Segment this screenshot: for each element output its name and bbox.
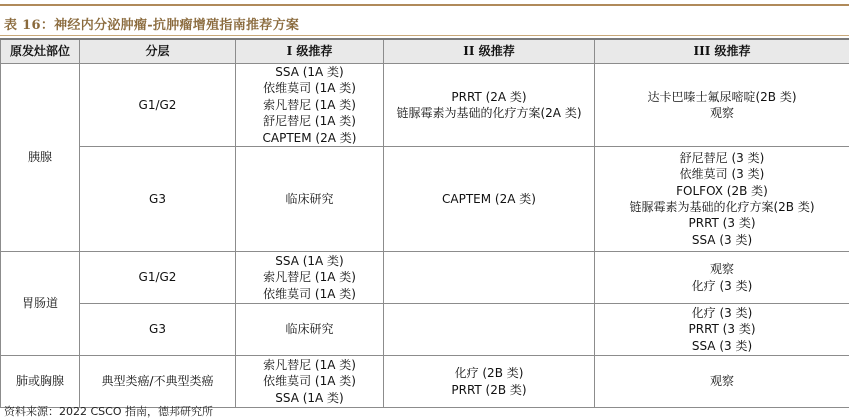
level1-cell (236, 304, 384, 356)
col-header-stratum: 分层 (80, 39, 236, 64)
level2-cell (384, 64, 595, 147)
recommendation-table (0, 38, 849, 408)
site-cell: 胃肠道 (1, 252, 80, 356)
level3-cell (595, 304, 849, 356)
level3-item: SSA (3 类) (691, 232, 753, 247)
site-cell: 肺或胸腺 (1, 356, 80, 408)
level1-item: 依维莫司 (1A 类) (263, 374, 356, 389)
stratum-cell: G1/G2 (80, 252, 236, 304)
stratum-cell: G3 (80, 147, 236, 252)
level3-cell (595, 147, 849, 252)
level1-item: 索凡替尼 (1A 类) (263, 270, 356, 285)
level2-item: CAPTEM (2A 类) (442, 191, 536, 206)
level2-cell (384, 356, 595, 408)
level3-item: 舒尼替尼 (3 类) (679, 150, 765, 165)
level1-item: 依维莫司 (1A 类) (263, 286, 356, 301)
col-header-level1: I 级推荐 (236, 39, 384, 64)
level1-item: 索凡替尼 (1A 类) (263, 357, 356, 372)
level3-cell (595, 64, 849, 147)
level1-cell (236, 147, 384, 252)
level1-item: SSA (1A 类) (275, 390, 344, 405)
level3-item: FOLFOX (2B 类) (676, 183, 768, 198)
level1-item: 临床研究 (285, 322, 334, 337)
level3-item: 观察 (709, 106, 734, 121)
top-rule (0, 4, 849, 6)
table-row (1, 252, 849, 304)
level2-cell (384, 147, 595, 252)
level3-item: 达卡巴嗪士氟尿嘧啶(2B 类) (647, 89, 797, 104)
level1-item: SSA (1A 类) (275, 65, 344, 79)
level3-item: PRRT (3 类) (688, 216, 756, 231)
table-title: 表 16：神经内分泌肿瘤-抗肿瘤增殖指南推荐方案 (4, 18, 300, 33)
table-row (1, 147, 849, 252)
level2-cell (384, 252, 595, 304)
level1-item: 舒尼替尼 (1A 类) (263, 114, 356, 129)
level3-cell (595, 356, 849, 408)
level1-item: 依维莫司 (1A 类) (263, 81, 356, 96)
level2-cell (384, 304, 595, 356)
level1-item: SSA (1A 类) (275, 253, 344, 268)
level2-item: PRRT (2A 类) (451, 89, 527, 104)
level3-item: 依维莫司 (3 类) (679, 167, 765, 182)
level2-item: 链脲霉素为基础的化疗方案(2A 类) (396, 106, 582, 121)
level1-cell (236, 64, 384, 147)
level3-cell (595, 252, 849, 304)
stratum-cell: G3 (80, 304, 236, 356)
level1-cell (236, 356, 384, 408)
stratum-cell: 典型类癌/不典型类癌 (80, 356, 236, 408)
level2-item: PRRT (2B 类) (451, 382, 527, 397)
header-row (1, 39, 849, 64)
level3-item: PRRT (3 类) (688, 322, 756, 337)
level1-item: 索凡替尼 (1A 类) (263, 97, 356, 112)
site-cell: 胰腺 (1, 64, 80, 252)
level3-item: 化疗 (3 类) (691, 278, 753, 293)
level1-item: CAPTEM (2A 类) (262, 130, 357, 145)
title-rule (0, 35, 849, 36)
source-note: 资料来源：2022 CSCO 指南，德邦研究所 (4, 405, 213, 418)
col-header-site: 原发灶部位 (1, 39, 80, 64)
level2-item: 化疗 (2B 类) (454, 366, 524, 381)
col-header-level3: III 级推荐 (595, 39, 849, 64)
stratum-cell: G1/G2 (80, 64, 236, 147)
table-row (1, 356, 849, 408)
level3-item: 观察 (709, 262, 734, 277)
level3-item: SSA (3 类) (691, 338, 753, 353)
level3-item: 链脲霉素为基础的化疗方案(2B 类) (629, 200, 815, 215)
level1-item: 临床研究 (285, 191, 334, 206)
level3-item: 观察 (709, 374, 734, 389)
table-row (1, 304, 849, 356)
level3-item: 化疗 (3 类) (691, 305, 753, 320)
level1-cell (236, 252, 384, 304)
table-row (1, 64, 849, 147)
col-header-level2: II 级推荐 (384, 39, 595, 64)
